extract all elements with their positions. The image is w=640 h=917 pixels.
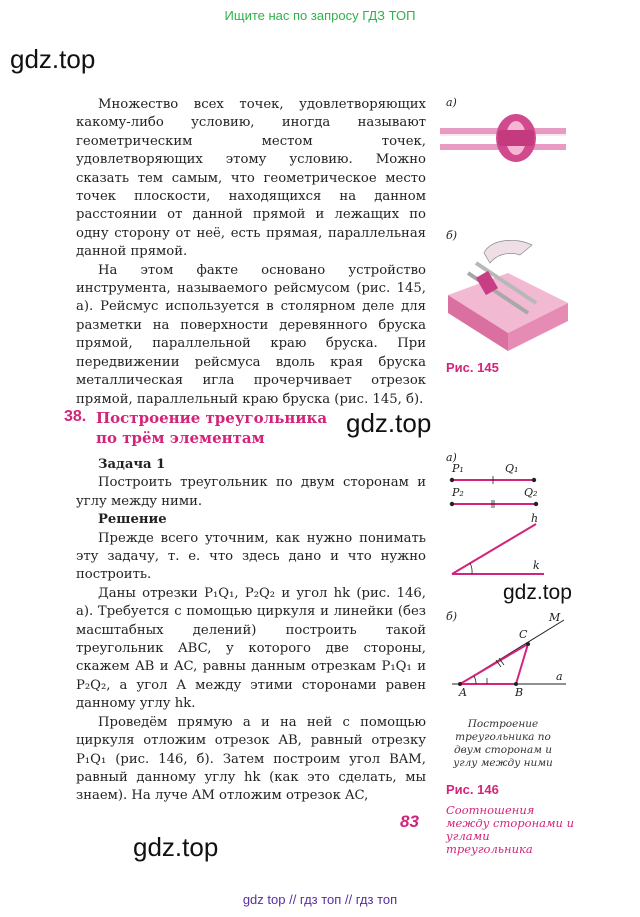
footer-links: gdz top // гдз топ // гдз топ [242, 892, 398, 907]
marking-gauge-image-a [440, 108, 568, 166]
label-q2: Q₂ [524, 486, 538, 499]
sidebar-topic: Соотношения между сторонами и углами треугольника [446, 803, 575, 856]
task-statement: Построить треугольник по двум сторонам и углу между ними. [76, 475, 426, 509]
label-h: h [531, 512, 539, 525]
figure-label: б) [446, 610, 458, 623]
watermark: gdz.top [133, 832, 219, 862]
figure-label: а) [446, 451, 457, 464]
figure-note: Построение треугольника по двум сторонам и углу между ними [453, 718, 553, 769]
task-heading: Задача 1 [98, 457, 166, 472]
label-line-a: a [556, 670, 563, 683]
paragraph: На этом факте основано устройство инструмента, называемого рейсмусом (рис. 145, а). Рейсмус используется в столярном деле для разметки на поверхности деревянного бруска прямой, параллельной краю бруска. При передвижении рейсмуса вдоль края бруска металлическая игла прочерчивает отрезок прямой, параллельный краю бруска (рис. 145, б). [76, 262, 426, 407]
paragraph: Даны отрезки P₁Q₁, P₂Q₂ и угол hk (рис. 146, а). Требуется с помощью циркуля и линейки (без масштабных делений) построить такой треугольник ABC, у которого две стороны, скажем AB и AC, равны данным отрезкам P₁Q₁ и P₂Q₂, а угол A между этими сторонами равен данному углу hk. [76, 585, 426, 712]
label-m: M [549, 611, 561, 624]
given-segments-and-angle-diagram [440, 458, 570, 583]
section-number: 38. [64, 408, 87, 425]
label-a: A [459, 686, 467, 699]
label-p1: P₁ [452, 462, 464, 475]
marking-gauge-image-b [446, 233, 570, 353]
figure-caption: Рис. 146 [446, 782, 499, 797]
task-text-block [76, 456, 426, 806]
watermark: gdz.top [346, 408, 432, 438]
label-c: C [519, 628, 528, 641]
figure-label: а) [446, 96, 457, 109]
section-title-line1: Построение треугольника [96, 409, 328, 427]
label-k: k [533, 559, 540, 572]
section-title-line2: по трём элементам [96, 429, 265, 447]
paragraph: Прежде всего уточним, как нужно понимать эту задачу, т. е. что здесь дано и что нужно построить. [76, 530, 426, 583]
figure-label: б) [446, 229, 458, 242]
label-q1: Q₁ [505, 462, 519, 475]
paragraph: Множество всех точек, удовлетворяющих какому-либо условию, иногда называют геометрическим местом точек, удовлетворяющих этому условию. Можно сказать тем самым, что геометрическое место точек плоскости, находящихся на данном расстоянии от данной прямой и лежащих по одну сторону от неё, есть прямая, параллельная данной прямой. [76, 97, 426, 260]
paragraph: Проведём прямую a и на ней с помощью циркуля отложим отрезок AB, равный отрезку P₁Q₁ (рис. 146, б). Затем построим угол BAM, равный данному углу hk (как это сделать, мы знаем). На луче AM отложим отрезок AC, [76, 714, 426, 804]
page-number: 83 [400, 812, 419, 831]
top-banner: Ищите нас по запросу ГДЗ ТОП [224, 8, 416, 23]
label-b: B [515, 686, 524, 699]
watermark: gdz.top [503, 581, 572, 604]
intro-text [76, 96, 426, 409]
watermark: gdz.top [10, 44, 96, 74]
figure-caption: Рис. 145 [446, 360, 499, 375]
label-p2: P₂ [452, 486, 464, 499]
solution-heading: Решение [98, 512, 167, 528]
